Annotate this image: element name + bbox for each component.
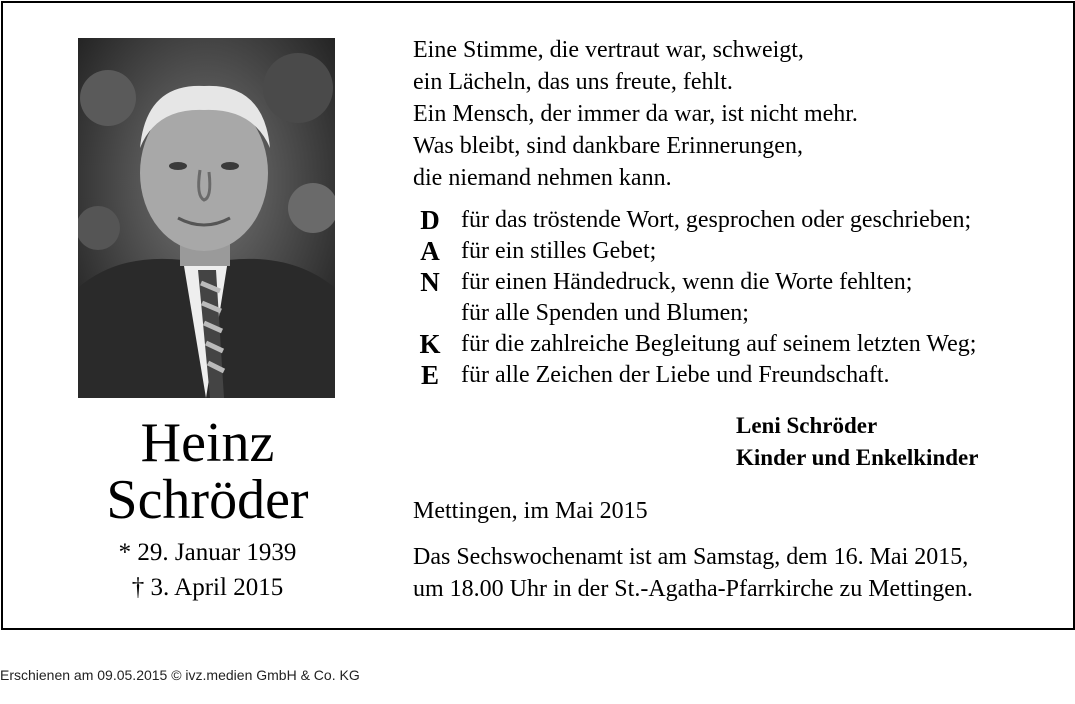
deceased-last-name: Schröder	[106, 469, 309, 531]
danke-letter: E	[420, 360, 439, 390]
poem	[413, 34, 858, 194]
notice-line: um 18.00 Uhr in der St.-Agatha-Pfarrkirche zu Mettingen.	[413, 576, 973, 602]
portrait-image	[78, 38, 335, 398]
birth-date: * 29. Januar 1939	[118, 539, 297, 566]
poem-line: die niemand nehmen kann.	[413, 165, 672, 191]
danke-text: für die zahlreiche Begleitung auf seinem letzten Weg;	[461, 331, 977, 357]
publication-footer: Erschienen am 09.05.2015 © ivz.medien GmbH & Co. KG	[0, 667, 360, 683]
poem-line: Eine Stimme, die vertraut war, schweigt,	[413, 37, 804, 63]
signature-family: Kinder und Enkelkinder	[736, 445, 979, 470]
danke-letter: N	[420, 267, 440, 297]
danke-letter: K	[419, 329, 441, 359]
signature-name: Leni Schröder	[736, 413, 878, 438]
poem-line: Ein Mensch, der immer da war, ist nicht mehr.	[413, 101, 858, 127]
danke-letter: D	[420, 205, 440, 235]
notice-line: Das Sechswochenamt ist am Samstag, dem 16. Mai 2015,	[413, 544, 969, 570]
danke-text: für alle Spenden und Blumen;	[461, 300, 749, 326]
deceased-first-name: Heinz	[140, 412, 275, 474]
poem-line: Was bleibt, sind dankbare Erinnerungen,	[413, 133, 803, 159]
danke-letter: A	[420, 236, 440, 266]
service-notice	[413, 541, 973, 605]
danke-text: für ein stilles Gebet;	[461, 238, 657, 264]
place-date: Mettingen, im Mai 2015	[413, 498, 648, 524]
danke-text: für alle Zeichen der Liebe und Freundschaft.	[461, 362, 890, 388]
death-date: † 3. April 2015	[131, 574, 284, 601]
danke-text: für das tröstende Wort, gesprochen oder geschrieben;	[461, 207, 972, 233]
danke-text: für einen Händedruck, wenn die Worte fehlten;	[461, 269, 913, 295]
poem-line: ein Lächeln, das uns freute, fehlt.	[413, 69, 733, 95]
portrait-photo	[78, 38, 335, 398]
